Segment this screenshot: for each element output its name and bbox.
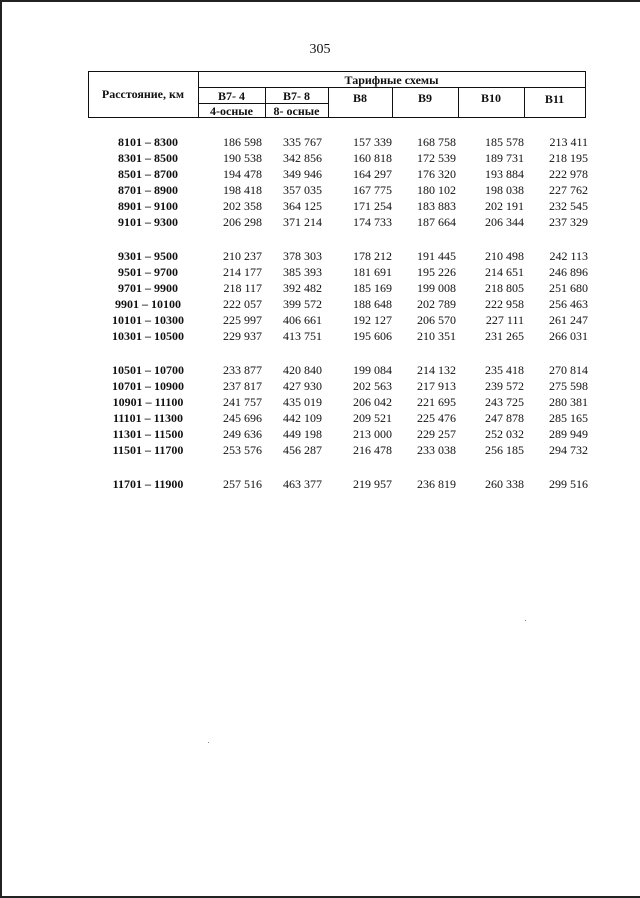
value-cell: 206 344 bbox=[485, 215, 524, 229]
value-cell: 442 109 bbox=[283, 411, 322, 425]
value-cell: 378 303 bbox=[283, 249, 322, 263]
table-header bbox=[88, 71, 585, 117]
table-row bbox=[88, 411, 588, 427]
value-cell: 202 358 bbox=[223, 199, 262, 213]
distance-cell: 10301 – 10500 bbox=[112, 329, 184, 343]
distance-cell: 9301 – 9500 bbox=[118, 249, 178, 263]
value-cell: 257 516 bbox=[223, 477, 262, 491]
value-cell: 227 111 bbox=[485, 313, 524, 327]
value-cell: 222 978 bbox=[549, 167, 588, 181]
value-cell: 174 733 bbox=[353, 215, 392, 229]
value-cell: 206 298 bbox=[223, 215, 262, 229]
value-cell: 371 214 bbox=[283, 215, 322, 229]
value-cell: 435 019 bbox=[283, 395, 322, 409]
row-group bbox=[88, 477, 588, 493]
value-cell: 251 680 bbox=[549, 281, 588, 295]
value-cell: 195 226 bbox=[417, 265, 456, 279]
value-cell: 266 031 bbox=[549, 329, 588, 343]
value-cell: 252 032 bbox=[485, 427, 524, 441]
table-row bbox=[88, 151, 588, 167]
value-cell: 229 937 bbox=[223, 329, 262, 343]
value-cell: 172 539 bbox=[417, 151, 456, 165]
value-cell: 349 946 bbox=[283, 167, 322, 181]
value-cell: 246 896 bbox=[549, 265, 588, 279]
table-row bbox=[88, 297, 588, 313]
distance-cell: 10101 – 10300 bbox=[112, 313, 184, 327]
value-cell: 181 691 bbox=[353, 265, 392, 279]
distance-cell: 10701 – 10900 bbox=[112, 379, 184, 393]
distance-cell: 11501 – 11700 bbox=[112, 443, 184, 457]
value-cell: 242 113 bbox=[549, 249, 588, 263]
table-row bbox=[88, 183, 588, 199]
column-header-b11: В11 bbox=[544, 92, 565, 106]
value-cell: 456 287 bbox=[283, 443, 322, 457]
value-cell: 225 997 bbox=[223, 313, 262, 327]
value-cell: 192 127 bbox=[353, 313, 392, 327]
value-cell: 420 840 bbox=[283, 363, 322, 377]
table-row bbox=[88, 443, 588, 459]
table-row bbox=[88, 379, 588, 395]
table-row bbox=[88, 265, 588, 281]
value-cell: 299 516 bbox=[549, 477, 588, 491]
table-row bbox=[88, 167, 588, 183]
table-row bbox=[88, 329, 588, 345]
value-cell: 210 351 bbox=[417, 329, 456, 343]
value-cell: 167 775 bbox=[353, 183, 392, 197]
value-cell: 176 320 bbox=[417, 167, 456, 181]
value-cell: 449 198 bbox=[283, 427, 322, 441]
row-group bbox=[88, 135, 588, 231]
value-cell: 237 329 bbox=[549, 215, 588, 229]
value-cell: 261 247 bbox=[549, 313, 588, 327]
distance-cell: 10501 – 10700 bbox=[112, 363, 184, 377]
value-cell: 392 482 bbox=[283, 281, 322, 295]
scan-speck bbox=[525, 620, 526, 621]
distance-cell: 9501 – 9700 bbox=[118, 265, 178, 279]
value-cell: 186 598 bbox=[223, 135, 262, 149]
value-cell: 183 883 bbox=[417, 199, 456, 213]
value-cell: 233 877 bbox=[223, 363, 262, 377]
value-cell: 222 958 bbox=[485, 297, 524, 311]
row-group bbox=[88, 249, 588, 345]
distance-cell: 8501 – 8700 bbox=[118, 167, 178, 181]
column-header-b10: В10 bbox=[480, 91, 501, 105]
value-cell: 221 695 bbox=[417, 395, 456, 409]
value-cell: 294 732 bbox=[549, 443, 588, 457]
value-cell: 406 661 bbox=[283, 313, 322, 327]
value-cell: 187 664 bbox=[417, 215, 456, 229]
value-cell: 210 498 bbox=[485, 249, 524, 263]
value-cell: 202 563 bbox=[353, 379, 392, 393]
table-row bbox=[88, 215, 588, 231]
value-cell: 199 008 bbox=[417, 281, 456, 295]
value-cell: 275 598 bbox=[549, 379, 588, 393]
value-cell: 168 758 bbox=[417, 135, 456, 149]
page-number: 305 bbox=[309, 42, 331, 57]
value-cell: 185 169 bbox=[353, 281, 392, 295]
distance-cell: 9101 – 9300 bbox=[118, 215, 178, 229]
value-cell: 227 762 bbox=[549, 183, 588, 197]
value-cell: 289 949 bbox=[549, 427, 588, 441]
table-row bbox=[88, 363, 588, 379]
value-cell: 198 418 bbox=[223, 183, 262, 197]
value-cell: 210 237 bbox=[223, 249, 262, 263]
scan-speck bbox=[208, 742, 209, 743]
value-cell: 190 538 bbox=[223, 151, 262, 165]
value-cell: 280 381 bbox=[549, 395, 588, 409]
value-cell: 195 606 bbox=[353, 329, 392, 343]
value-cell: 231 265 bbox=[485, 329, 524, 343]
value-cell: 247 878 bbox=[485, 411, 524, 425]
table-row bbox=[88, 135, 588, 151]
value-cell: 233 038 bbox=[417, 443, 456, 457]
value-cell: 191 445 bbox=[417, 249, 456, 263]
value-cell: 202 789 bbox=[417, 297, 456, 311]
value-cell: 214 177 bbox=[223, 265, 262, 279]
column-header-b7-4: В7- 4 bbox=[218, 89, 245, 103]
value-cell: 239 572 bbox=[485, 379, 524, 393]
value-cell: 193 884 bbox=[485, 167, 524, 181]
tariff-schemes-header: Тарифные схемы bbox=[344, 73, 439, 87]
value-cell: 256 185 bbox=[485, 443, 524, 457]
value-cell: 189 731 bbox=[485, 151, 524, 165]
value-cell: 213 000 bbox=[353, 427, 392, 441]
value-cell: 237 817 bbox=[223, 379, 262, 393]
table-row bbox=[88, 281, 588, 297]
distance-cell: 8901 – 9100 bbox=[118, 199, 178, 213]
value-cell: 245 696 bbox=[223, 411, 262, 425]
distance-cell: 8301 – 8500 bbox=[118, 151, 178, 165]
value-cell: 164 297 bbox=[353, 167, 392, 181]
value-cell: 199 084 bbox=[353, 363, 392, 377]
value-cell: 216 478 bbox=[353, 443, 392, 457]
column-header-b7-8: В7- 8 bbox=[283, 89, 310, 103]
value-cell: 218 805 bbox=[485, 281, 524, 295]
value-cell: 229 257 bbox=[417, 427, 456, 441]
distance-cell: 11701 – 11900 bbox=[112, 477, 184, 491]
value-cell: 235 418 bbox=[485, 363, 524, 377]
value-cell: 285 165 bbox=[549, 411, 588, 425]
value-cell: 357 035 bbox=[283, 183, 322, 197]
row-group bbox=[88, 363, 588, 459]
value-cell: 185 578 bbox=[485, 135, 524, 149]
value-cell: 214 132 bbox=[417, 363, 456, 377]
table-row bbox=[88, 249, 588, 265]
table-row bbox=[88, 313, 588, 329]
value-cell: 427 930 bbox=[283, 379, 322, 393]
value-cell: 225 476 bbox=[417, 411, 456, 425]
value-cell: 241 757 bbox=[223, 395, 262, 409]
value-cell: 202 191 bbox=[485, 199, 524, 213]
value-cell: 364 125 bbox=[283, 199, 322, 213]
distance-cell: 11301 – 11500 bbox=[112, 427, 184, 441]
value-cell: 385 393 bbox=[283, 265, 322, 279]
value-cell: 253 576 bbox=[223, 443, 262, 457]
column-header-b8: В8 bbox=[352, 91, 367, 105]
value-cell: 243 725 bbox=[485, 395, 524, 409]
table-row bbox=[88, 199, 588, 215]
distance-cell: 11101 – 11300 bbox=[112, 411, 183, 425]
distance-cell: 9901 – 10100 bbox=[115, 297, 181, 311]
table-body bbox=[88, 135, 588, 511]
table-row bbox=[88, 395, 588, 411]
column-subheader-b7-8: 8- осные bbox=[273, 104, 320, 118]
value-cell: 206 570 bbox=[417, 313, 456, 327]
column-subheader-b7-4: 4-осные bbox=[210, 104, 253, 118]
value-cell: 218 195 bbox=[549, 151, 588, 165]
value-cell: 335 767 bbox=[283, 135, 322, 149]
distance-cell: 9701 – 9900 bbox=[118, 281, 178, 295]
value-cell: 217 913 bbox=[417, 379, 456, 393]
value-cell: 399 572 bbox=[283, 297, 322, 311]
value-cell: 194 478 bbox=[223, 167, 262, 181]
value-cell: 198 038 bbox=[485, 183, 524, 197]
table-row bbox=[88, 427, 588, 443]
value-cell: 413 751 bbox=[283, 329, 322, 343]
value-cell: 178 212 bbox=[353, 249, 392, 263]
distance-cell: 8101 – 8300 bbox=[118, 135, 178, 149]
distance-cell: 8701 – 8900 bbox=[118, 183, 178, 197]
value-cell: 160 818 bbox=[353, 151, 392, 165]
value-cell: 342 856 bbox=[283, 151, 322, 165]
distance-cell: 10901 – 11100 bbox=[112, 395, 184, 409]
value-cell: 218 117 bbox=[223, 281, 262, 295]
value-cell: 171 254 bbox=[353, 199, 392, 213]
value-cell: 219 957 bbox=[353, 477, 392, 491]
value-cell: 188 648 bbox=[353, 297, 392, 311]
value-cell: 249 636 bbox=[223, 427, 262, 441]
value-cell: 213 411 bbox=[549, 135, 588, 149]
table-row bbox=[88, 477, 588, 493]
value-cell: 260 338 bbox=[485, 477, 524, 491]
scan-edge-top bbox=[0, 0, 640, 2]
value-cell: 180 102 bbox=[417, 183, 456, 197]
value-cell: 214 651 bbox=[485, 265, 524, 279]
value-cell: 270 814 bbox=[549, 363, 588, 377]
value-cell: 209 521 bbox=[353, 411, 392, 425]
column-header-b9: В9 bbox=[417, 91, 432, 105]
distance-header: Расстояние, км bbox=[101, 87, 185, 101]
value-cell: 256 463 bbox=[549, 297, 588, 311]
scan-edge-left bbox=[0, 0, 2, 898]
value-cell: 222 057 bbox=[223, 297, 262, 311]
value-cell: 157 339 bbox=[353, 135, 392, 149]
value-cell: 232 545 bbox=[549, 199, 588, 213]
value-cell: 463 377 bbox=[283, 477, 322, 491]
value-cell: 236 819 bbox=[417, 477, 456, 491]
value-cell: 206 042 bbox=[353, 395, 392, 409]
